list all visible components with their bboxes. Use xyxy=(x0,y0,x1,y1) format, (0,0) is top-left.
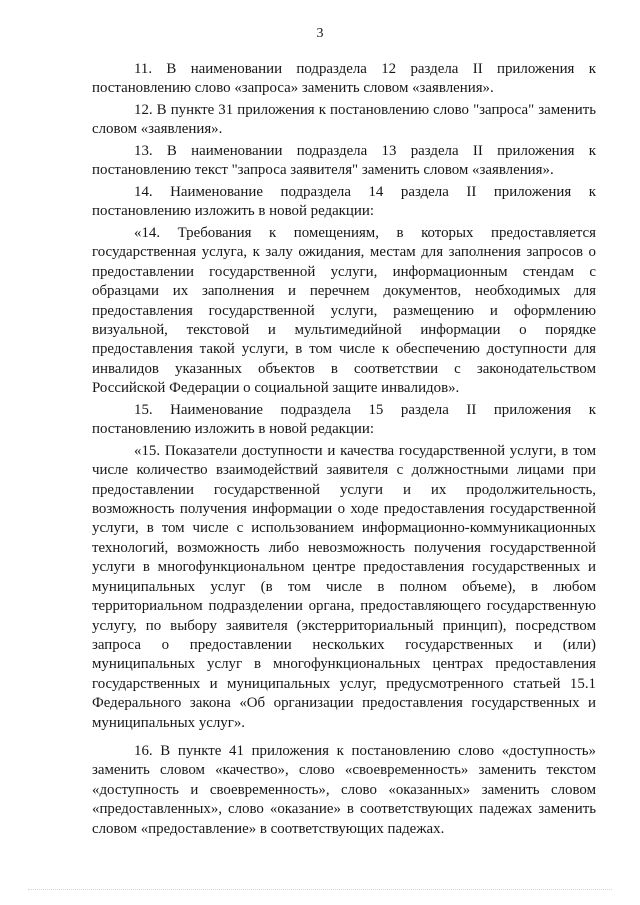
paragraph-15: 15. Наименование подраздела 15 раздела II приложения к постановлению изложить в новой редакции: xyxy=(92,401,596,438)
scan-artifact-divider xyxy=(28,889,612,890)
paragraph-16: 16. В пункте 41 приложения к постановлению слово «доступность» заменить словом «качество», слово «своевременность» заменить текстом «доступность и своевременность», слово «оказанных» заменить словом «предоставленных», слово «оказание» в соответствующих падежах заменить словом «предоставление» в соответствующих падежах. xyxy=(92,742,596,837)
paragraph-14-new-wording: «14. Требования к помещениям, в которых предоставляется государственная услуга, к залу ожидания, местам для заполнения запросов о предоставлении государственной услуги, информационным стендам с образцами их заполнения и перечнем документов, необходимых для предоставления государственной услуги, размещению и оформлению визуальной, текстовой и мультимедийной информации о порядке предоставления такой услуги, в том числе к обеспечению доступности для инвалидов указанных объектов в соответствии с законодательством Российской Федерации о социальной защите инвалидов». xyxy=(92,225,596,397)
paragraph-11: 11. В наименовании подраздела 12 раздела II приложения к постановлению слово «запроса» заменить словом «заявления». xyxy=(92,61,596,97)
paragraph-12: 12. В пункте 31 приложения к постановлению слово "запроса" заменить словом «заявления». xyxy=(92,102,596,138)
paragraph-13: 13. В наименовании подраздела 13 раздела II приложения к постановлению текст "запроса заявителя" заменить словом «заявления». xyxy=(92,143,596,179)
document-body xyxy=(92,60,596,841)
paragraph-14: 14. Наименование подраздела 14 раздела II приложения к постановлению изложить в новой редакции: xyxy=(92,184,596,220)
page-number: 3 xyxy=(316,26,324,41)
paragraph-15-new-wording: «15. Показатели доступности и качества государственной услуги, в том числе количество взаимодействий заявителя с должностными лицами при предоставлении государственной услуги и их продолжительность, возможность получения информации о ходе предоставления государственной услуги, в том числе с использованием информационно-коммуникационных технологий, возможность либо невозможность получения государственной услуги в многофункциональном центре предоставления государственных и муниципальных услуг (в том числе в полном объеме), в любом территориальном подразделении органа, предоставляющего государственную услугу, по выбору заявителя (экстерриториальный принцип), посредством запроса о предоставлении нескольких государственных и (или) муниципальных услуг в многофункциональных центрах предоставления государственных и муниципальных услуг, предусмотренного статьей 15.1 Федерального закона «Об организации предоставления государственных и муниципальных услуг». xyxy=(92,442,596,731)
